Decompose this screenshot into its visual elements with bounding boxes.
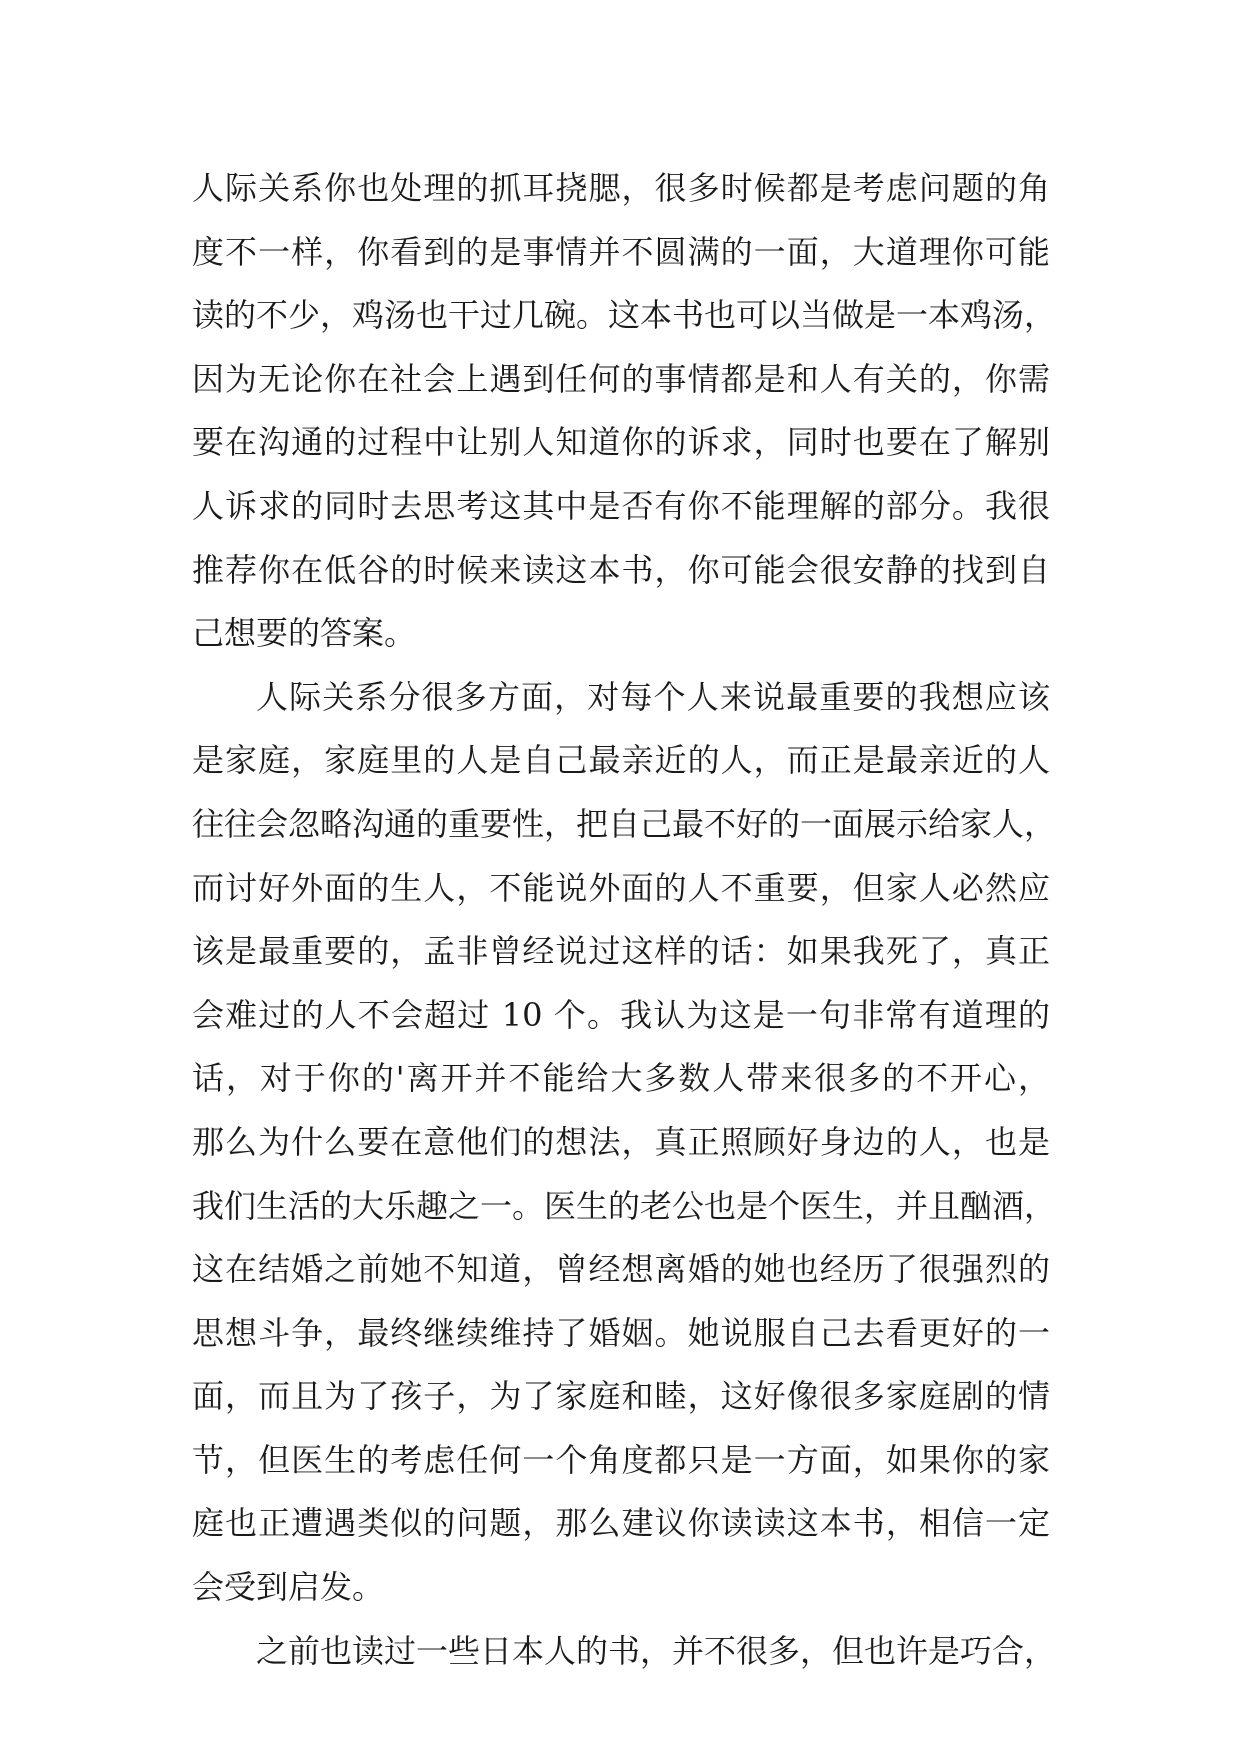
text-line: 人诉求的同时去思考这其中是否有你不能理解的部分。我很 [192, 486, 1050, 525]
text-line: 要在沟通的过程中让别人知道你的诉求，同时也要在了解别 [192, 423, 1050, 462]
text-line: 往往会忽略沟通的重要性，把自己最不好的一面展示给家人， [192, 804, 1057, 843]
text-line: 会受到启发。 [192, 1568, 385, 1607]
text-line: 思想斗争，最终继续维持了婚姻。她说服自己去看更好的一 [192, 1313, 1050, 1352]
text-line: 那么为什么要在意他们的想法，真正照顾好身边的人，也是 [192, 1122, 1050, 1161]
text-line: 该是最重要的，孟非曾经说过这样的话：如果我死了，真正 [192, 932, 1050, 971]
paragraph-first-line: 人际关系分很多方面，对每个人来说最重要的我想应该 [256, 677, 1050, 716]
text-line: 推荐你在低谷的时候来读这本书，你可能会很安静的找到自 [192, 550, 1050, 589]
text-line: 读的不少，鸡汤也干过几碗。这本书也可以当做是一本鸡汤， [192, 296, 1057, 335]
text-line: 我们生活的大乐趣之一。医生的老公也是个医生，并且酗酒， [192, 1186, 1057, 1225]
text-line: 会难过的人不会超过 10 个。我认为这是一句非常有道理的 [192, 995, 1050, 1034]
text-line: 度不一样，你看到的是事情并不圆满的一面，大道理你可能 [192, 232, 1050, 271]
text-line: 面，而且为了孩子，为了家庭和睦，这好像很多家庭剧的情 [192, 1377, 1050, 1416]
text-line: 因为无论你在社会上遇到任何的事情都是和人有关的，你需 [192, 359, 1050, 398]
document-body [192, 157, 1057, 1683]
text-line: 这在结婚之前她不知道，曾经想离婚的她也经历了很强烈的 [192, 1250, 1050, 1289]
text-line: 节，但医生的考虑任何一个角度都只是一方面，如果你的家 [192, 1440, 1050, 1479]
text-line: 话，对于你的'离开并不能给大多数人带来很多的不开心， [192, 1059, 1050, 1098]
text-line: 而讨好外面的生人，不能说外面的人不重要，但家人必然应 [192, 868, 1050, 907]
text-line: 庭也正遭遇类似的问题，那么建议你读读这本书，相信一定 [192, 1504, 1050, 1543]
text-line: 己想要的答案。 [192, 614, 417, 653]
paragraph-first-line: 之前也读过一些日本人的书，并不很多，但也许是巧合， [256, 1631, 1057, 1670]
text-line: 人际关系你也处理的抓耳挠腮，很多时候都是考虑问题的角 [192, 169, 1050, 207]
text-line: 是家庭，家庭里的人是自己最亲近的人，而正是最亲近的人 [192, 741, 1050, 780]
